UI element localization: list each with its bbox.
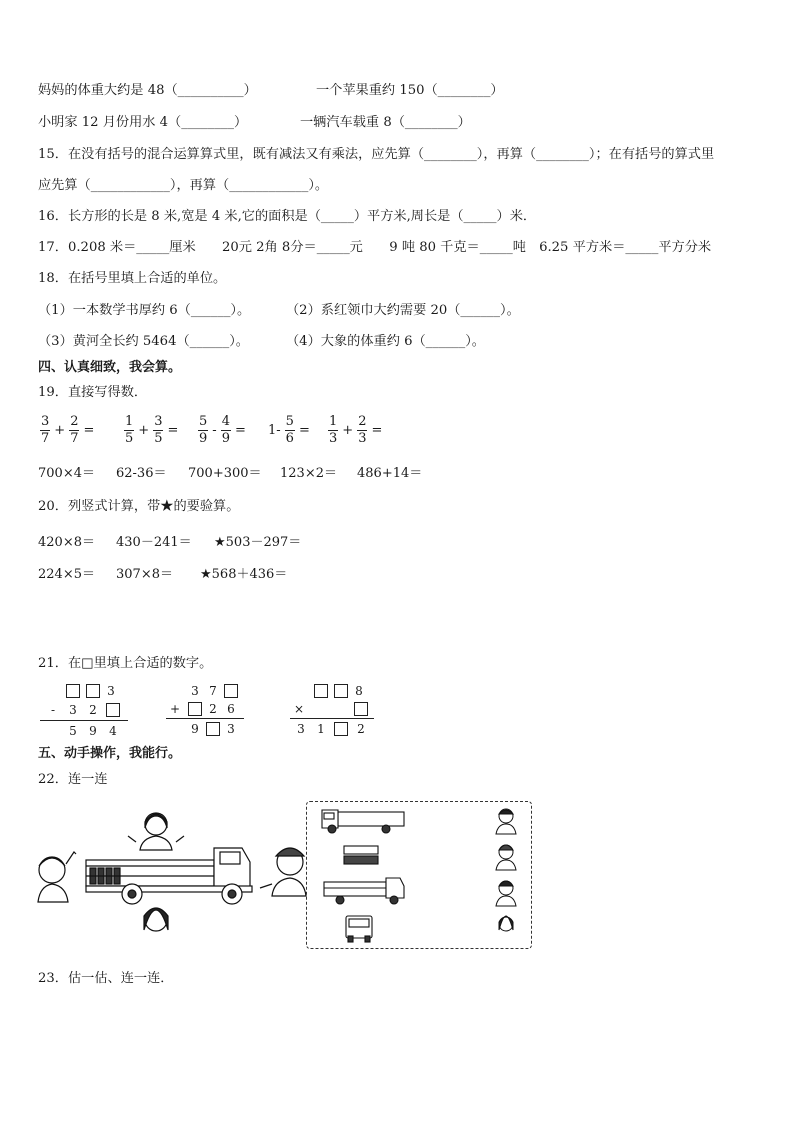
question-18-2: （2）系红领巾大约需要 20（______）。 (286, 303, 520, 318)
question-15-line1: 15．在没有括号的混合运算算式里，既有减法又有乘法，应先算（________），再算（________）；在有括号的算式里 (38, 147, 715, 162)
vertical-4: 224×5＝ (38, 567, 95, 582)
digit-puzzle-2: 3 7 + 2 6 9 3 (166, 682, 256, 740)
vertical-6: ★568＋436＝ (200, 567, 288, 582)
digit-box[interactable] (354, 702, 368, 716)
digit-puzzle-3: 8 × 3 1 2 (290, 682, 380, 740)
truck-top-view (344, 846, 378, 864)
question-18-4: （4）大象的体重约 6（______）。 (286, 334, 485, 349)
unit-mom-weight: 妈妈的体重大约是 48（__________） (38, 83, 257, 98)
small-figure-1 (496, 809, 516, 834)
small-figure-4 (499, 916, 513, 931)
vertical-2: 430－241＝ (116, 535, 192, 550)
question-22: 22．连一连 (38, 772, 108, 787)
oral-1: 700×4＝ (38, 466, 95, 481)
fraction-problem-3: $\frac{5}{9}$ - $\frac{4}{9}$ = (199, 413, 246, 446)
question-17: 17．0.208 米＝_____厘米 20元 2角 8分＝_____元 9 吨 80 千克＝_____吨 6.25 平方米＝_____平方分米 (38, 240, 712, 255)
girl-top-figure (128, 813, 184, 850)
girl-bottom-figure (144, 908, 168, 931)
digit-box[interactable] (334, 722, 348, 736)
digit-box[interactable] (224, 684, 238, 698)
question-15-line2: 应先算（____________），再算（____________）。 (38, 178, 329, 193)
truck-front-view (346, 916, 372, 942)
truck-side-view-2 (324, 878, 404, 904)
unit-water: 小明家 12 月份用水 4（________） (38, 115, 248, 130)
digit-box[interactable] (188, 702, 202, 716)
truck-drawing (86, 848, 252, 904)
question-18-3: （3）黄河全长约 5464（______）。 (38, 334, 249, 349)
fraction-problem-2: $\frac{1}{5}$ + $\frac{3}{5}$ = (125, 413, 179, 446)
truck-side-view-1 (322, 810, 404, 833)
small-figure-2 (496, 845, 516, 870)
question-18-1: （1）一本数学书厚约 6（______）。 (38, 303, 251, 318)
boy-right-figure (260, 848, 306, 896)
question-18: 18．在括号里填上合适的单位。 (38, 271, 227, 286)
digit-box[interactable] (206, 722, 220, 736)
boy-left-figure (38, 852, 76, 902)
question-23: 23．估一估、连一连． (38, 971, 174, 986)
question-21: 21．在□里填上合适的数字。 (38, 656, 213, 671)
digit-box[interactable] (106, 703, 120, 717)
question-16: 16．长方形的长是 8 米,宽是 4 米,它的面积是（_____）平方米,周长是（_____）米． (38, 209, 537, 224)
truck-scene-illustration (36, 804, 306, 944)
digit-box[interactable] (334, 684, 348, 698)
fraction-problem-5: $\frac{1}{3}$ + $\frac{2}{3}$ = (329, 413, 383, 446)
oral-5: 486+14＝ (357, 466, 423, 481)
fraction-problem-4: 1- $\frac{5}{6}$ = (268, 413, 310, 446)
oral-2: 62-36＝ (116, 466, 167, 481)
fraction-problem-1: $\frac{3}{7}$ + $\frac{2}{7}$ = (41, 413, 95, 446)
question-19: 19．直接写得数． (38, 385, 148, 400)
oral-3: 700+300＝ (188, 466, 262, 481)
unit-apple: 一个苹果重约 150（________） (316, 83, 504, 98)
section-4-title: 四、认真细致，我会算。 (38, 360, 182, 375)
digit-box[interactable] (66, 684, 80, 698)
vertical-3: ★503－297＝ (214, 535, 302, 550)
digit-box[interactable] (314, 684, 328, 698)
unit-line-1 (38, 82, 257, 100)
small-figure-3 (496, 881, 516, 906)
vertical-5: 307×8＝ (116, 567, 173, 582)
truck-views-illustration (316, 806, 526, 946)
oral-4: 123×2＝ (280, 466, 337, 481)
digit-box[interactable] (86, 684, 100, 698)
unit-truck: 一辆汽车载重 8（________） (300, 115, 471, 130)
section-5-title: 五、动手操作，我能行。 (38, 746, 182, 761)
question-20: 20．列竖式计算，带★的要验算。 (38, 499, 240, 514)
vertical-1: 420×8＝ (38, 535, 95, 550)
digit-puzzle-1: 3 - 3 2 5 9 4 (38, 682, 138, 740)
